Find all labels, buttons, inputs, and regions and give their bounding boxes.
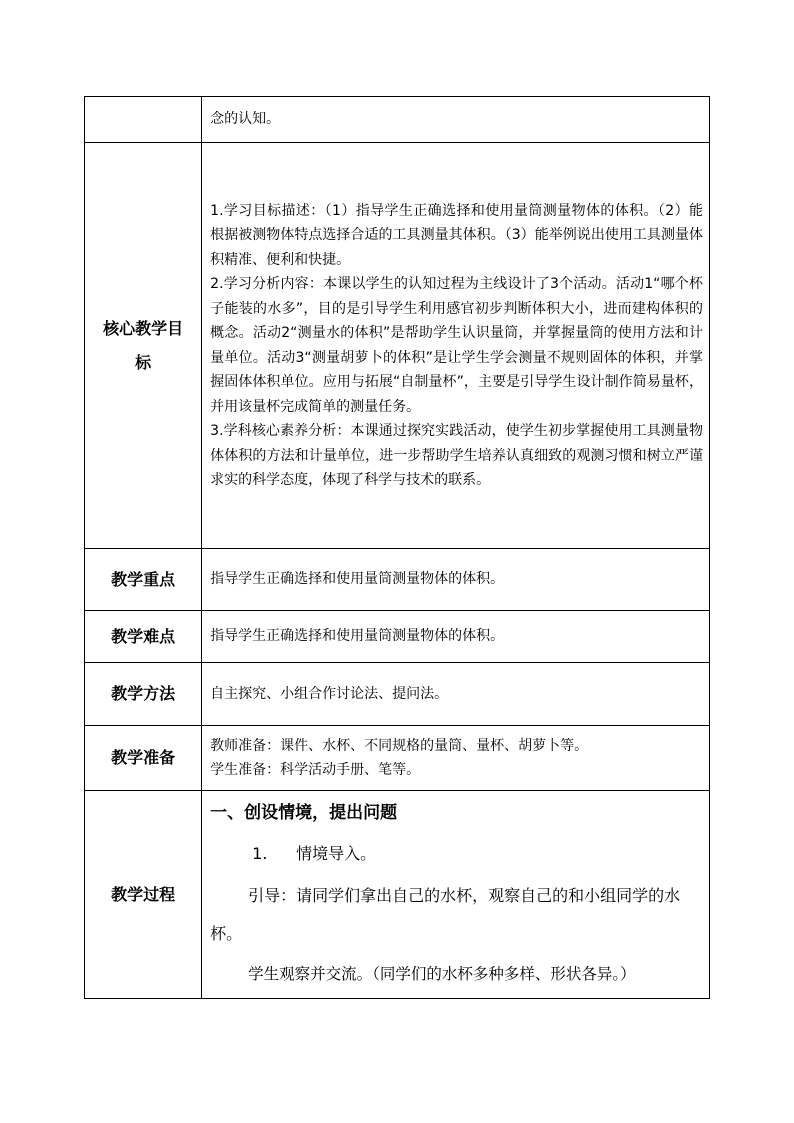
teacher-preparation: 教师准备：课件、水杯、不同规格的量筒、量杯、胡萝卜等。: [210, 737, 589, 754]
process-section-heading: 一、创设情境，提出问题: [210, 803, 398, 823]
difficulty-label: 教学难点: [85, 611, 202, 663]
method-label: 教学方法: [85, 663, 202, 726]
method-text: 自主探究、小组合作讨论法、提问法。: [202, 663, 710, 726]
process-guide-text: 引导：请同学们拿出自己的水杯，观察自己的和小组同学的水杯。: [210, 886, 681, 943]
objectives-label: 核心教学目标: [85, 143, 202, 549]
table-row-key-point: [85, 549, 710, 611]
process-item: [210, 833, 703, 875]
table-row-preparation: [85, 726, 710, 791]
objectives-paragraph-2: 2.学习分析内容：本课以学生的认知过程为主线设计了3个活动。活动1“哪个杯子能装的水多”，目的是引导学生利用感官初步判断体积大小，进而建构体积的概念。活动2“测量水的体积”是帮助学生认识量筒，并掌握量筒的使用方法和计量单位。活动3“测量胡萝卜的体积”是让学生学会测量不规则固体的体积，并掌握固体体积单位。应用与拓展“自制量杯”，主要是引导学生设计制作简易量杯，并用该量杯完成简单的测量任务。: [210, 276, 703, 415]
lesson-plan-table: [84, 96, 710, 999]
objectives-paragraph-3: 3.学科核心素养分析：本课通过探究实践活动，使学生初步掌握使用工具测量物体体积的方法和计量单位，进一步帮助学生培养认真细致的观测习惯和树立严谨求实的科学态度，体现了科学与技术的联系。: [210, 423, 703, 488]
process-observe-text: 学生观察并交流。（同学们的水杯多种多样、形状各异。）: [248, 965, 636, 983]
preparation-label: 教学准备: [85, 726, 202, 791]
difficulty-text: 指导学生正确选择和使用量筒测量物体的体积。: [202, 611, 710, 663]
key-point-label: 教学重点: [85, 549, 202, 611]
student-preparation: 学生准备：科学活动手册、笔等。: [210, 762, 421, 778]
table-row-process: [85, 791, 710, 999]
objectives-paragraph-1: 1.学习目标描述：（1）指导学生正确选择和使用量筒测量物体的体积。（2）能根据被测物体特点选择合适的工具测量其体积。（3）能举例说出使用工具测量体积精准、便利和快捷。: [210, 202, 703, 268]
objectives-content: [202, 143, 710, 549]
table-row-intro: [85, 97, 710, 143]
table-row-difficulty: [85, 611, 710, 663]
table-row-objectives: [85, 143, 710, 549]
table-row-method: [85, 663, 710, 726]
intro-text: 念的认知。: [202, 97, 710, 143]
process-item-number: 1.: [252, 844, 268, 863]
key-point-text: 指导学生正确选择和使用量筒测量物体的体积。: [202, 549, 710, 611]
process-item-text: 情境导入。: [296, 844, 377, 863]
preparation-content: [202, 726, 710, 791]
process-label: 教学过程: [85, 791, 202, 999]
process-content: [202, 791, 710, 999]
empty-header-cell: [85, 97, 202, 143]
